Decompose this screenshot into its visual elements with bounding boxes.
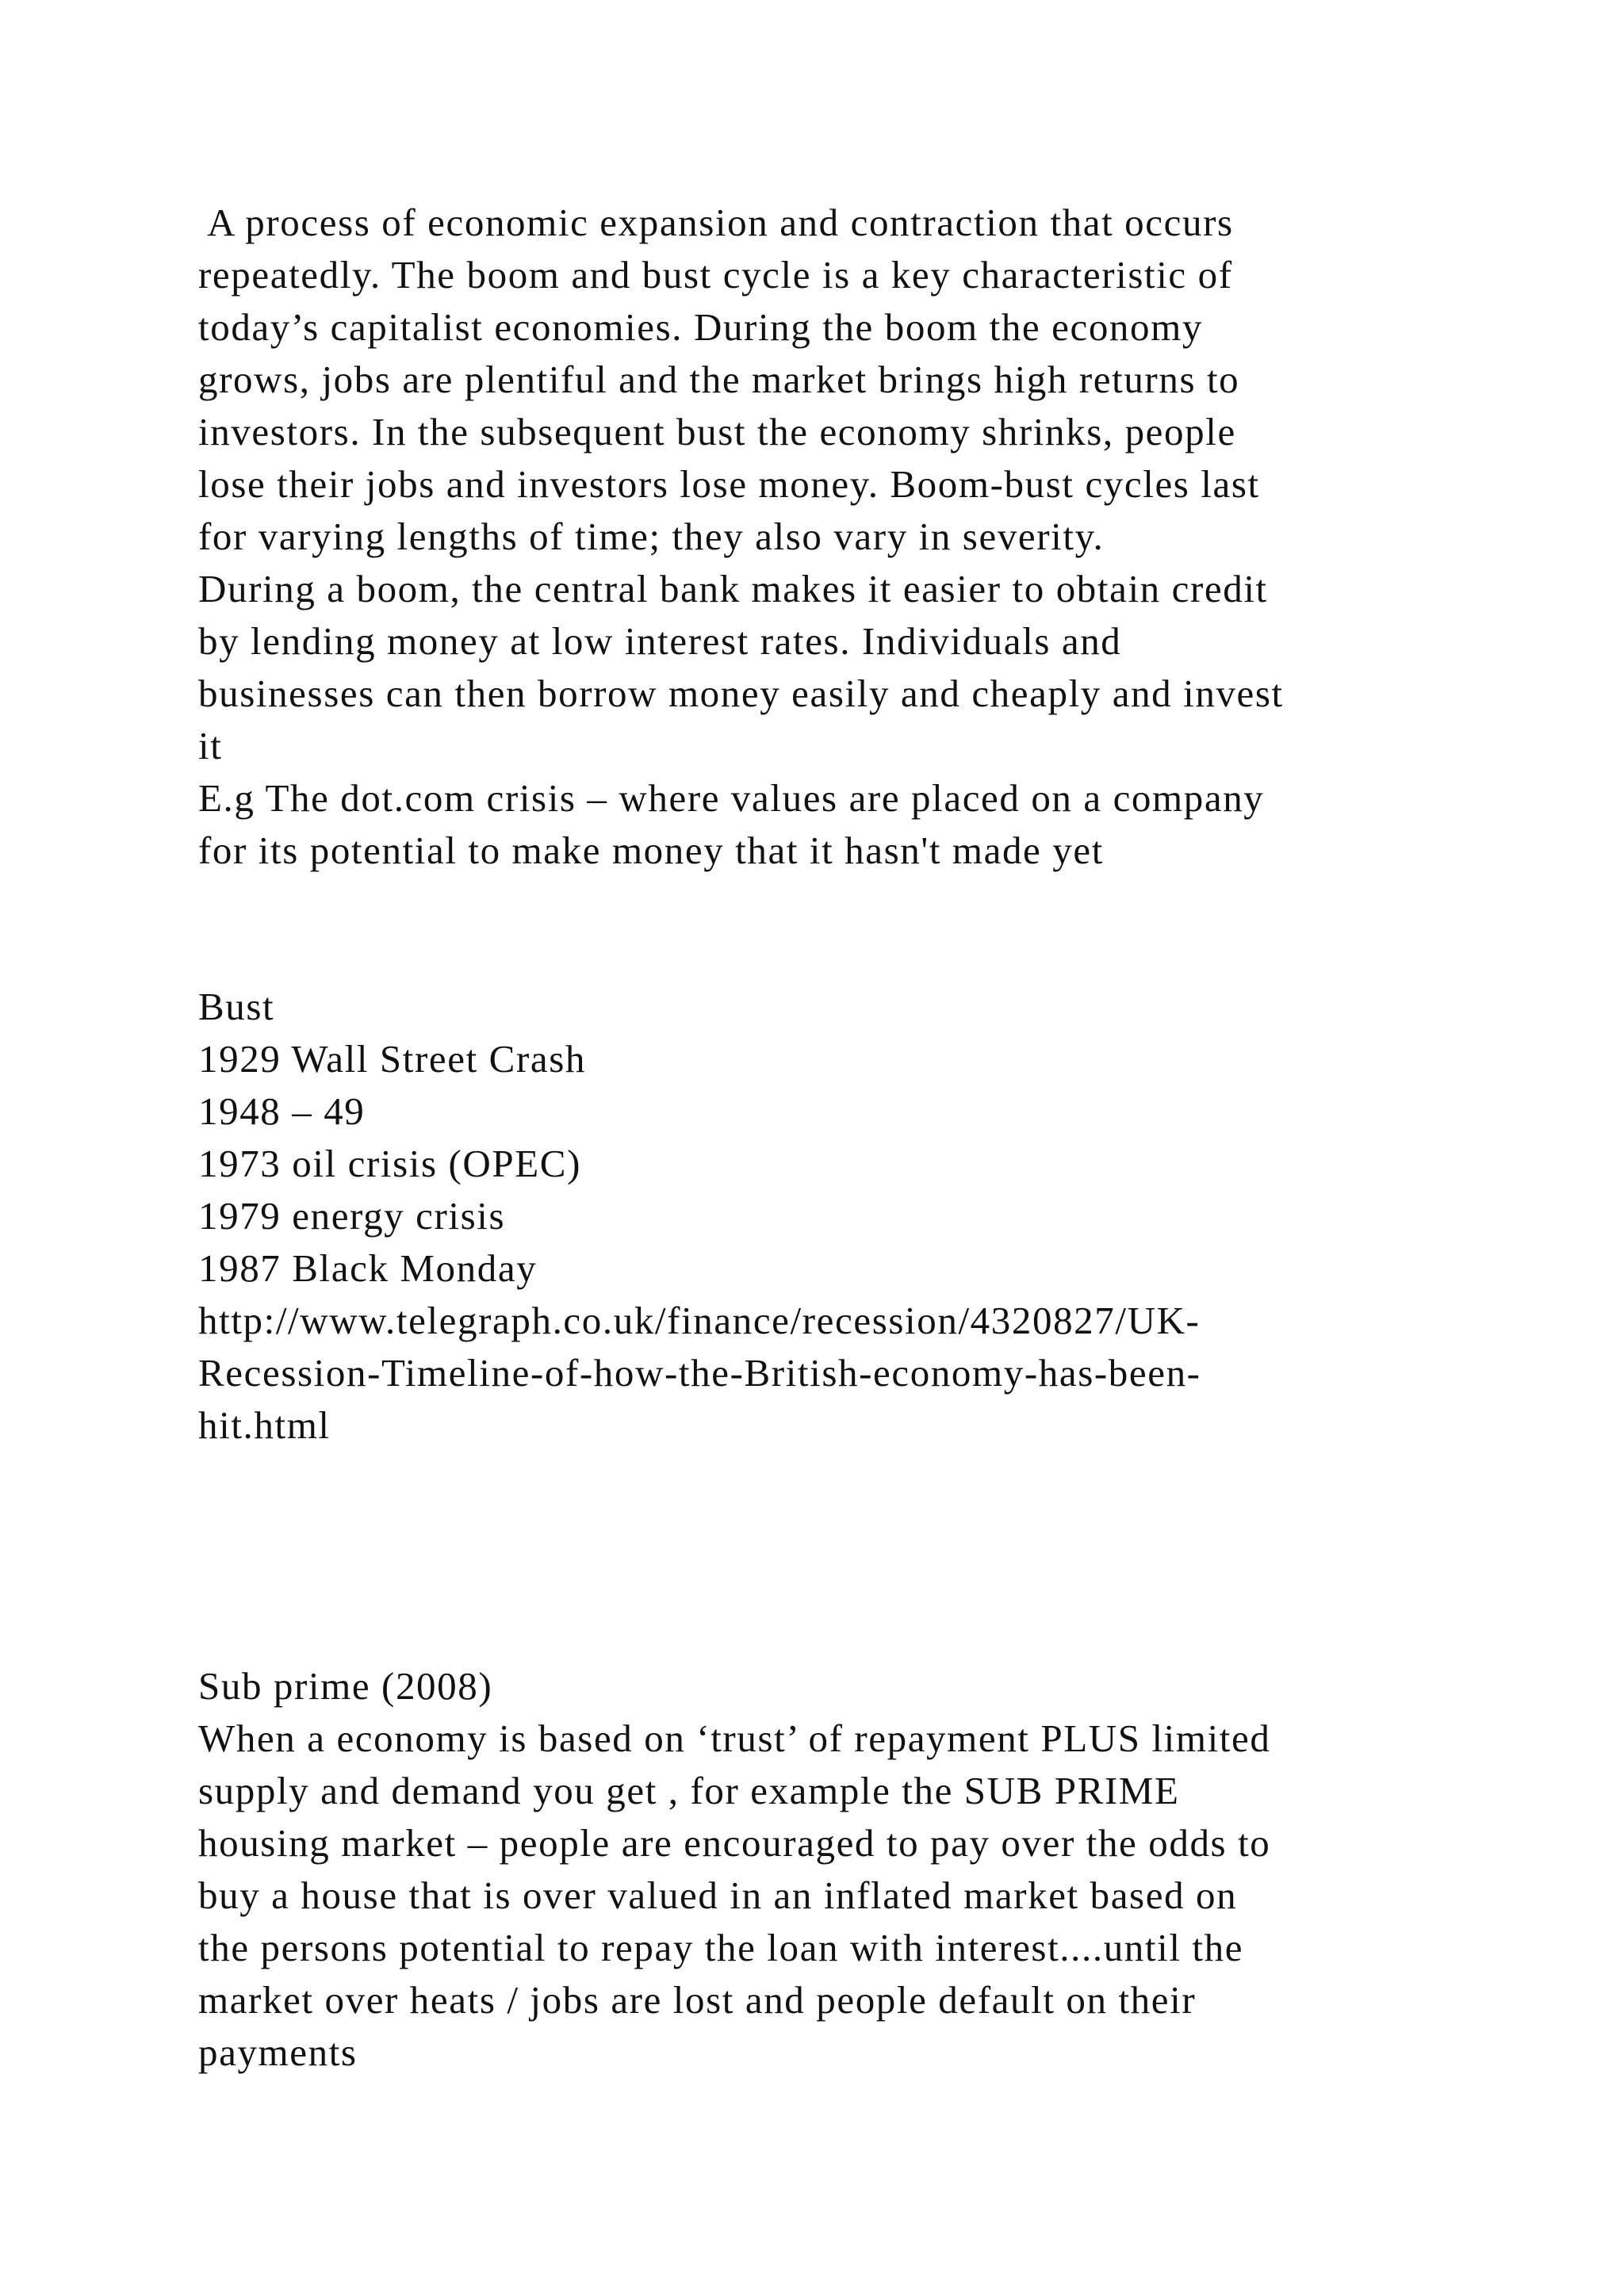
text-line: investors. In the subsequent bust the economy shrinks, people xyxy=(198,410,1236,453)
text-line: payments xyxy=(198,2030,358,2074)
bust-event: 1987 Black Monday xyxy=(198,1246,538,1290)
text-line: repeatedly. The boom and bust cycle is a key characteristic of xyxy=(198,253,1233,297)
text-line: E.g The dot.com crisis – where values are placed on a company xyxy=(198,776,1265,820)
text-line: by lending money at low interest rates. Individuals and xyxy=(198,619,1122,663)
bust-event: 1973 oil crisis (OPEC) xyxy=(198,1142,581,1185)
text-line: During a boom, the central bank makes it easier to obtain credit xyxy=(198,567,1268,610)
intro-paragraph xyxy=(198,197,1467,877)
text-line: market over heats / jobs are lost and people default on their xyxy=(198,1978,1197,2022)
text-line: When a economy is based on ‘trust’ of repayment PLUS limited xyxy=(198,1716,1271,1760)
reference-url-line: Recession-Timeline-of-how-the-British-economy-has-been- xyxy=(198,1351,1201,1395)
text-line: lose their jobs and investors lose money. Boom-bust cycles last xyxy=(198,462,1260,506)
bust-event: 1929 Wall Street Crash xyxy=(198,1037,586,1081)
section-heading-subprime: Sub prime (2008) xyxy=(198,1664,493,1708)
text-line: housing market – people are encouraged to pay over the odds to xyxy=(198,1821,1271,1865)
text-line: it xyxy=(198,724,223,767)
bust-section xyxy=(198,981,1467,1452)
text-line: the persons potential to repay the loan with interest....until the xyxy=(198,1926,1244,1969)
text-line: grows, jobs are plentiful and the market brings high returns to xyxy=(198,358,1240,401)
text-line: A process of economic expansion and contraction that occurs xyxy=(198,201,1234,244)
bust-event: 1948 – 49 xyxy=(198,1089,366,1133)
reference-url-line: http://www.telegraph.co.uk/finance/recession/4320827/UK- xyxy=(198,1299,1201,1342)
text-line: businesses can then borrow money easily and cheaply and invest xyxy=(198,672,1284,715)
text-line: today’s capitalist economies. During the boom the economy xyxy=(198,305,1203,349)
section-heading-bust: Bust xyxy=(198,985,275,1028)
text-line: supply and demand you get , for example the SUB PRIME xyxy=(198,1769,1180,1812)
reference-url-line: hit.html xyxy=(198,1403,331,1447)
text-line: for its potential to make money that it hasn't made yet xyxy=(198,828,1104,872)
text-line: for varying lengths of time; they also vary in severity. xyxy=(198,515,1105,558)
bust-event: 1979 energy crisis xyxy=(198,1194,506,1238)
text-line: buy a house that is over valued in an inflated market based on xyxy=(198,1873,1238,1917)
subprime-section xyxy=(198,1660,1467,2079)
